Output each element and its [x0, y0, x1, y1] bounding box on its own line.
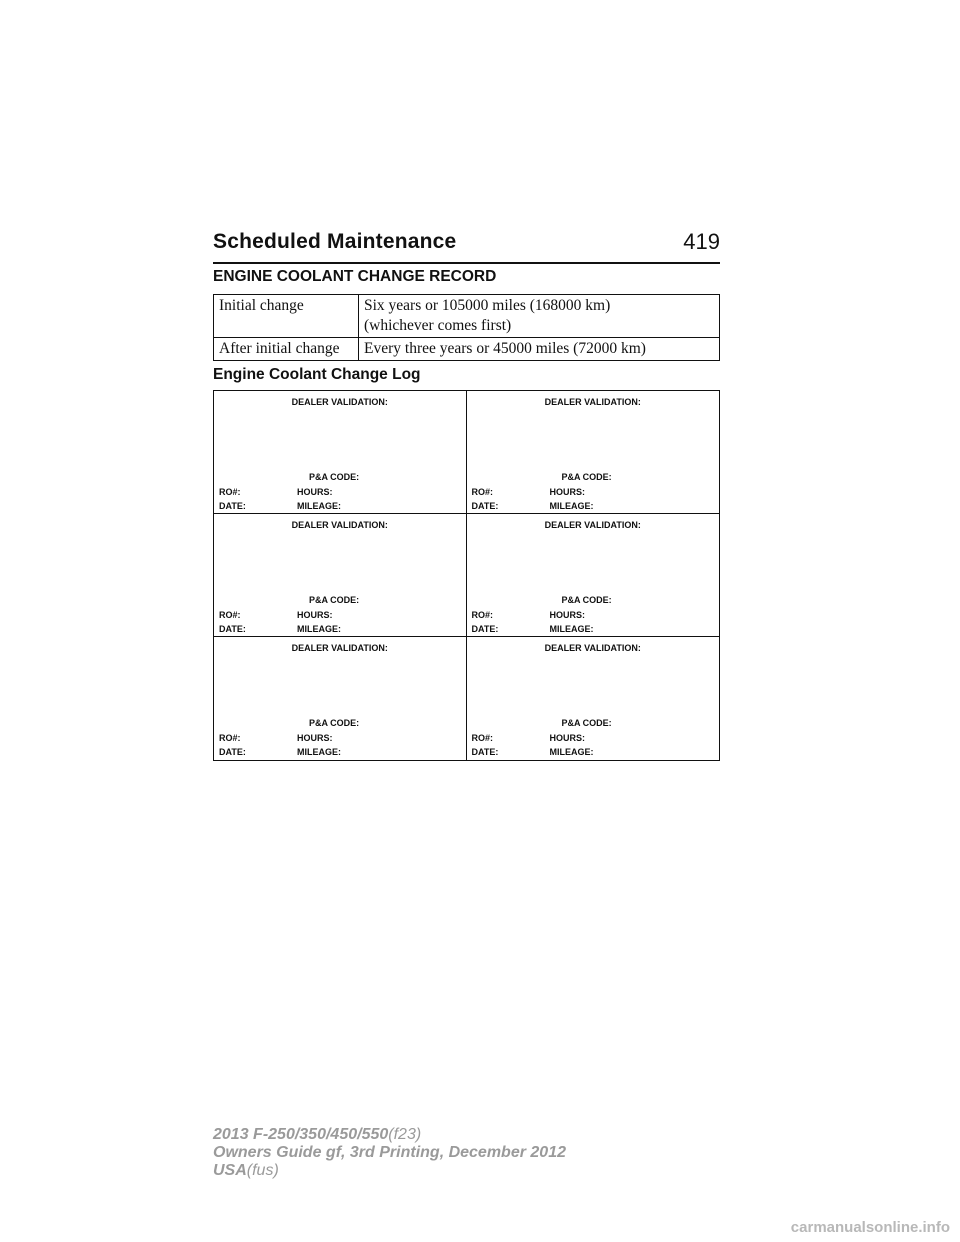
- mileage-label: MILEAGE:: [549, 624, 594, 634]
- log-entry-cell[interactable]: [214, 637, 467, 760]
- log-entry-cell[interactable]: [214, 391, 467, 514]
- interval-value: [359, 295, 720, 338]
- mileage-label: MILEAGE:: [549, 501, 594, 511]
- footer-line: [213, 1162, 566, 1180]
- interval-label: After initial change: [214, 338, 359, 361]
- mileage-label: MILEAGE:: [297, 747, 341, 757]
- interval-label: Initial change: [214, 295, 359, 338]
- log-entry-cell[interactable]: [467, 391, 720, 514]
- pa-code-label: P&A CODE:: [561, 718, 612, 728]
- log-entry-cell[interactable]: [467, 637, 720, 760]
- interval-value-line: (whichever comes first): [364, 317, 512, 334]
- ro-number-label: RO#:: [219, 610, 241, 620]
- footer-model: 2013 F-250/350/450/550: [213, 1126, 389, 1143]
- footer-edition: Owners Guide gf, 3rd Printing, December 2012: [213, 1144, 566, 1161]
- dealer-validation-label: DEALER VALIDATION:: [291, 397, 388, 407]
- ro-number-label: RO#:: [219, 487, 241, 497]
- date-label: DATE:: [471, 747, 499, 757]
- dealer-validation-label: DEALER VALIDATION:: [291, 520, 388, 530]
- pa-code-label: P&A CODE:: [309, 718, 360, 728]
- ro-number-label: RO#:: [219, 733, 241, 743]
- date-label: DATE:: [471, 624, 499, 634]
- interval-value-line: Six years or 105000 miles (168000 km): [364, 297, 611, 314]
- dealer-validation-label: DEALER VALIDATION:: [291, 643, 388, 653]
- dealer-validation-label: DEALER VALIDATION:: [544, 520, 641, 530]
- chapter-title: Scheduled Maintenance: [213, 230, 457, 253]
- log-entry-cell[interactable]: [214, 514, 467, 637]
- footer-line: [213, 1144, 566, 1162]
- date-label: DATE:: [219, 747, 246, 757]
- footer-model-code: (f23): [388, 1126, 422, 1143]
- hours-label: HOURS:: [297, 487, 333, 497]
- hours-label: HOURS:: [297, 610, 333, 620]
- dealer-validation-label: DEALER VALIDATION:: [544, 643, 641, 653]
- hours-label: HOURS:: [549, 487, 585, 497]
- section-title: ENGINE COOLANT CHANGE RECORD: [213, 268, 497, 285]
- footer-market: USA: [213, 1162, 247, 1179]
- mileage-label: MILEAGE:: [297, 624, 341, 634]
- ro-number-label: RO#:: [471, 733, 494, 743]
- pa-code-label: P&A CODE:: [561, 595, 612, 605]
- hours-label: HOURS:: [549, 610, 585, 620]
- log-entry-cell[interactable]: [467, 514, 720, 637]
- dealer-validation-label: DEALER VALIDATION:: [544, 397, 641, 407]
- ro-number-label: RO#:: [471, 610, 494, 620]
- page-header: [213, 228, 720, 264]
- log-title: Engine Coolant Change Log: [213, 366, 421, 383]
- date-label: DATE:: [219, 624, 246, 634]
- pa-code-label: P&A CODE:: [309, 472, 360, 482]
- date-label: DATE:: [219, 501, 246, 511]
- coolant-interval-table: [213, 294, 720, 361]
- ro-number-label: RO#:: [471, 487, 494, 497]
- pa-code-label: P&A CODE:: [309, 595, 360, 605]
- table-row: [214, 338, 720, 361]
- hours-label: HOURS:: [549, 733, 585, 743]
- footer-line: [213, 1126, 566, 1144]
- date-label: DATE:: [471, 501, 499, 511]
- footer-market-code: (fus): [246, 1162, 279, 1179]
- mileage-label: MILEAGE:: [297, 501, 341, 511]
- interval-value: Every three years or 45000 miles (72000 km): [359, 338, 720, 361]
- table-row: [214, 295, 720, 338]
- pa-code-label: P&A CODE:: [561, 472, 612, 482]
- hours-label: HOURS:: [297, 733, 333, 743]
- watermark: carmanualsonline.info: [790, 1219, 950, 1236]
- page-footer: [213, 1126, 566, 1180]
- mileage-label: MILEAGE:: [549, 747, 594, 757]
- page-number: 419: [683, 229, 720, 254]
- coolant-change-log-grid: [213, 390, 720, 761]
